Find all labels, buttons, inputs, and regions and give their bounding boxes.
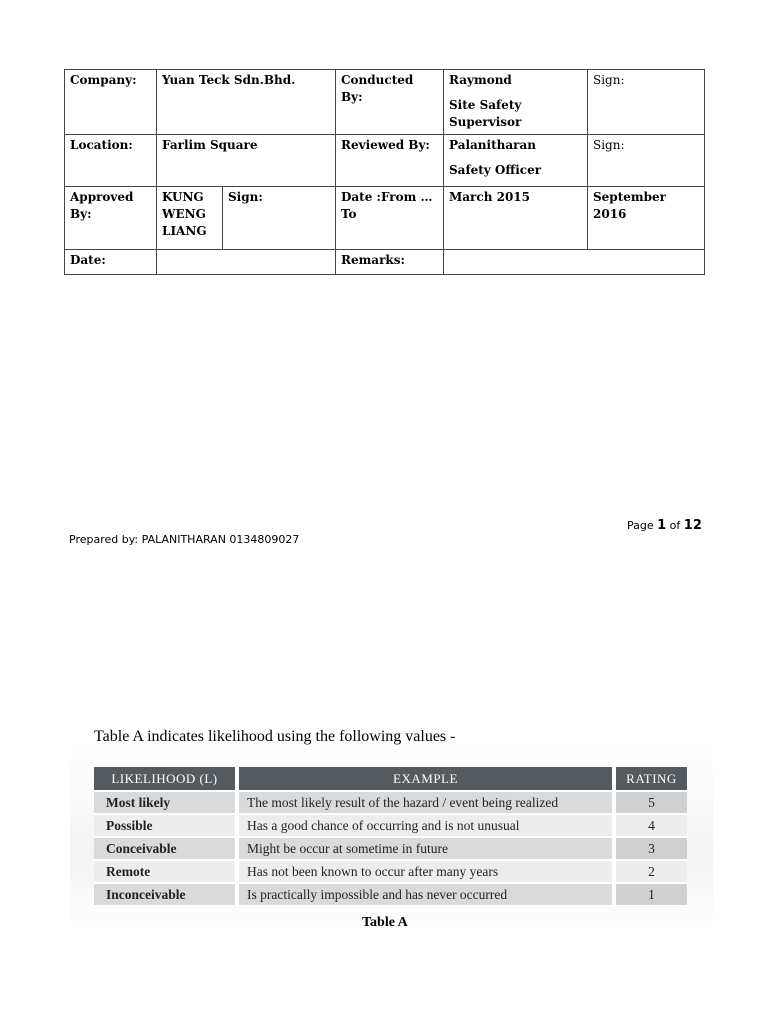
remarks-label: Remarks: xyxy=(336,250,444,275)
prepared-by: Prepared by: PALANITHARAN 0134809027 xyxy=(69,533,300,546)
date-range-label: Date :From … To xyxy=(336,187,444,250)
page-current: 1 xyxy=(657,518,667,533)
company-value: Yuan Teck Sdn.Bhd. xyxy=(157,70,336,135)
remarks-value xyxy=(444,250,705,275)
rating-cell: 4 xyxy=(616,815,687,838)
reviewed-by-cell xyxy=(444,135,588,187)
example-cell: Is practically impossible and has never occurred xyxy=(239,884,616,907)
page-of: of xyxy=(666,519,684,532)
example-cell: Has not been known to occur after many years xyxy=(239,861,616,884)
rating-cell: 5 xyxy=(616,792,687,815)
likelihood-cell: Possible xyxy=(94,815,239,838)
approved-sign-label: Sign: xyxy=(223,187,336,250)
header-row-approved xyxy=(65,187,705,250)
table-row xyxy=(94,792,687,815)
table-row xyxy=(94,838,687,861)
header-likelihood: LIKELIHOOD (L) xyxy=(94,767,239,792)
location-label: Location: xyxy=(65,135,157,187)
reviewed-by-name: Palanitharan xyxy=(449,138,536,152)
table-row xyxy=(94,815,687,838)
likelihood-cell: Conceivable xyxy=(94,838,239,861)
page-number xyxy=(627,518,702,533)
conducted-by-title: Site Safety Supervisor xyxy=(449,98,522,129)
assessment-header-table xyxy=(64,69,705,275)
rating-cell: 3 xyxy=(616,838,687,861)
date-to-value: September 2016 xyxy=(588,187,705,250)
page-prefix: Page xyxy=(627,519,658,532)
date-label: Date: xyxy=(65,250,157,275)
page-total: 12 xyxy=(683,518,702,533)
reviewed-by-label: Reviewed By: xyxy=(336,135,444,187)
header-row-date xyxy=(65,250,705,275)
table-row xyxy=(94,884,687,907)
date-value xyxy=(157,250,336,275)
conducted-by-cell xyxy=(444,70,588,135)
conducted-by-label: Conducted By: xyxy=(336,70,444,135)
likelihood-cell: Remote xyxy=(94,861,239,884)
date-from-value: March 2015 xyxy=(444,187,588,250)
conducted-sign-label: Sign: xyxy=(588,70,705,135)
approved-by-value: KUNG WENG LIANG xyxy=(157,187,223,250)
table-a-caption: Table A xyxy=(362,915,408,930)
likelihood-table-header xyxy=(94,767,687,792)
rating-cell: 1 xyxy=(616,884,687,907)
location-value: Farlim Square xyxy=(157,135,336,187)
header-example: EXAMPLE xyxy=(239,767,616,792)
likelihood-cell: Most likely xyxy=(94,792,239,815)
likelihood-cell: Inconceivable xyxy=(94,884,239,907)
reviewed-by-title: Safety Officer xyxy=(449,163,542,177)
reviewed-sign-label: Sign: xyxy=(588,135,705,187)
example-cell: The most likely result of the hazard / event being realized xyxy=(239,792,616,815)
header-row-location xyxy=(65,135,705,187)
example-cell: Might be occur at sometime in future xyxy=(239,838,616,861)
table-row xyxy=(94,861,687,884)
company-label: Company: xyxy=(65,70,157,135)
header-row-company xyxy=(65,70,705,135)
approved-by-label: Approved By: xyxy=(65,187,157,250)
example-cell: Has a good chance of occurring and is not unusual xyxy=(239,815,616,838)
rating-cell: 2 xyxy=(616,861,687,884)
header-rating: RATING xyxy=(616,767,687,792)
table-a-intro: Table A indicates likelihood using the following values - xyxy=(94,728,456,745)
conducted-by-name: Raymond xyxy=(449,73,512,87)
likelihood-table xyxy=(94,767,687,907)
